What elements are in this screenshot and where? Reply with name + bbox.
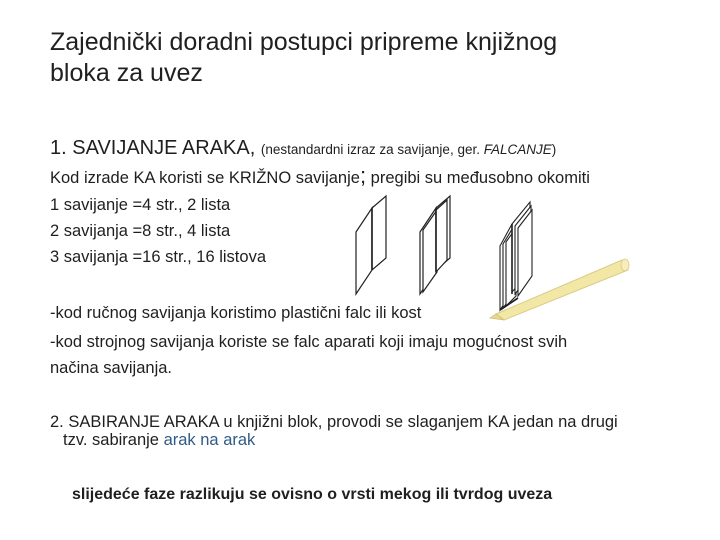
savijanje-line-1: 1 savijanje =4 str., 2 lista: [50, 196, 231, 214]
note-close: ): [551, 142, 557, 157]
krizno-rest: pregibi su međusobno okomiti: [366, 169, 590, 187]
section-1-note: [261, 142, 556, 157]
sabiranje-accent-text: arak na arak: [163, 431, 256, 449]
triple-fold-booklet-icon: [500, 202, 532, 310]
sabiranje-plain-text: tzv. sabiranje: [63, 431, 164, 449]
krizno-semicolon: ;: [359, 163, 367, 188]
strojno-savijanje-line-1: -kod strojnog savijanja koriste se falc aparati koji imaju mogućnost svih: [50, 333, 568, 351]
folding-illustration: [350, 188, 630, 323]
krizno-text: Kod izrade KA koristi se KRIŽNO savijanje: [50, 169, 360, 187]
rucno-savijanje-line: -kod ručnog savijanja koristimo plastični falc ili kost: [50, 304, 422, 322]
section-1-number: 1.: [50, 137, 67, 159]
savijanje-line-3: 3 savijanja =16 str., 16 listova: [50, 248, 266, 266]
sabiranje-line-1: 2. SABIRANJE ARAKA u knjižni blok, provodi se slaganjem KA jedan na drugi: [50, 413, 618, 431]
note-text: (nestandardni izraz za savijanje, ger.: [260, 142, 480, 157]
title-line-1: Zajednički doradni postupci pripreme knjižnog: [50, 28, 558, 56]
strojno-savijanje-line-2: načina savijanja.: [50, 359, 172, 377]
bold-note: slijedeće faze razlikuju se ovisno o vrsti mekog ili tvrdog uveza: [72, 486, 553, 503]
savijanje-line-2: 2 savijanja =8 str., 4 lista: [50, 222, 231, 240]
krizno-savijanje-line: [50, 163, 590, 188]
slide-title: [50, 27, 670, 89]
note-italic: FALCANJE: [483, 142, 552, 157]
section-1-heading: [50, 137, 556, 160]
title-line-2: bloka za uvez: [50, 59, 203, 87]
sabiranje-line-2: [63, 431, 255, 450]
single-fold-sheet-icon: [356, 196, 386, 294]
double-fold-sheet-icon: [420, 196, 450, 294]
section-1-title: SAVIJANJE ARAKA,: [72, 137, 256, 159]
